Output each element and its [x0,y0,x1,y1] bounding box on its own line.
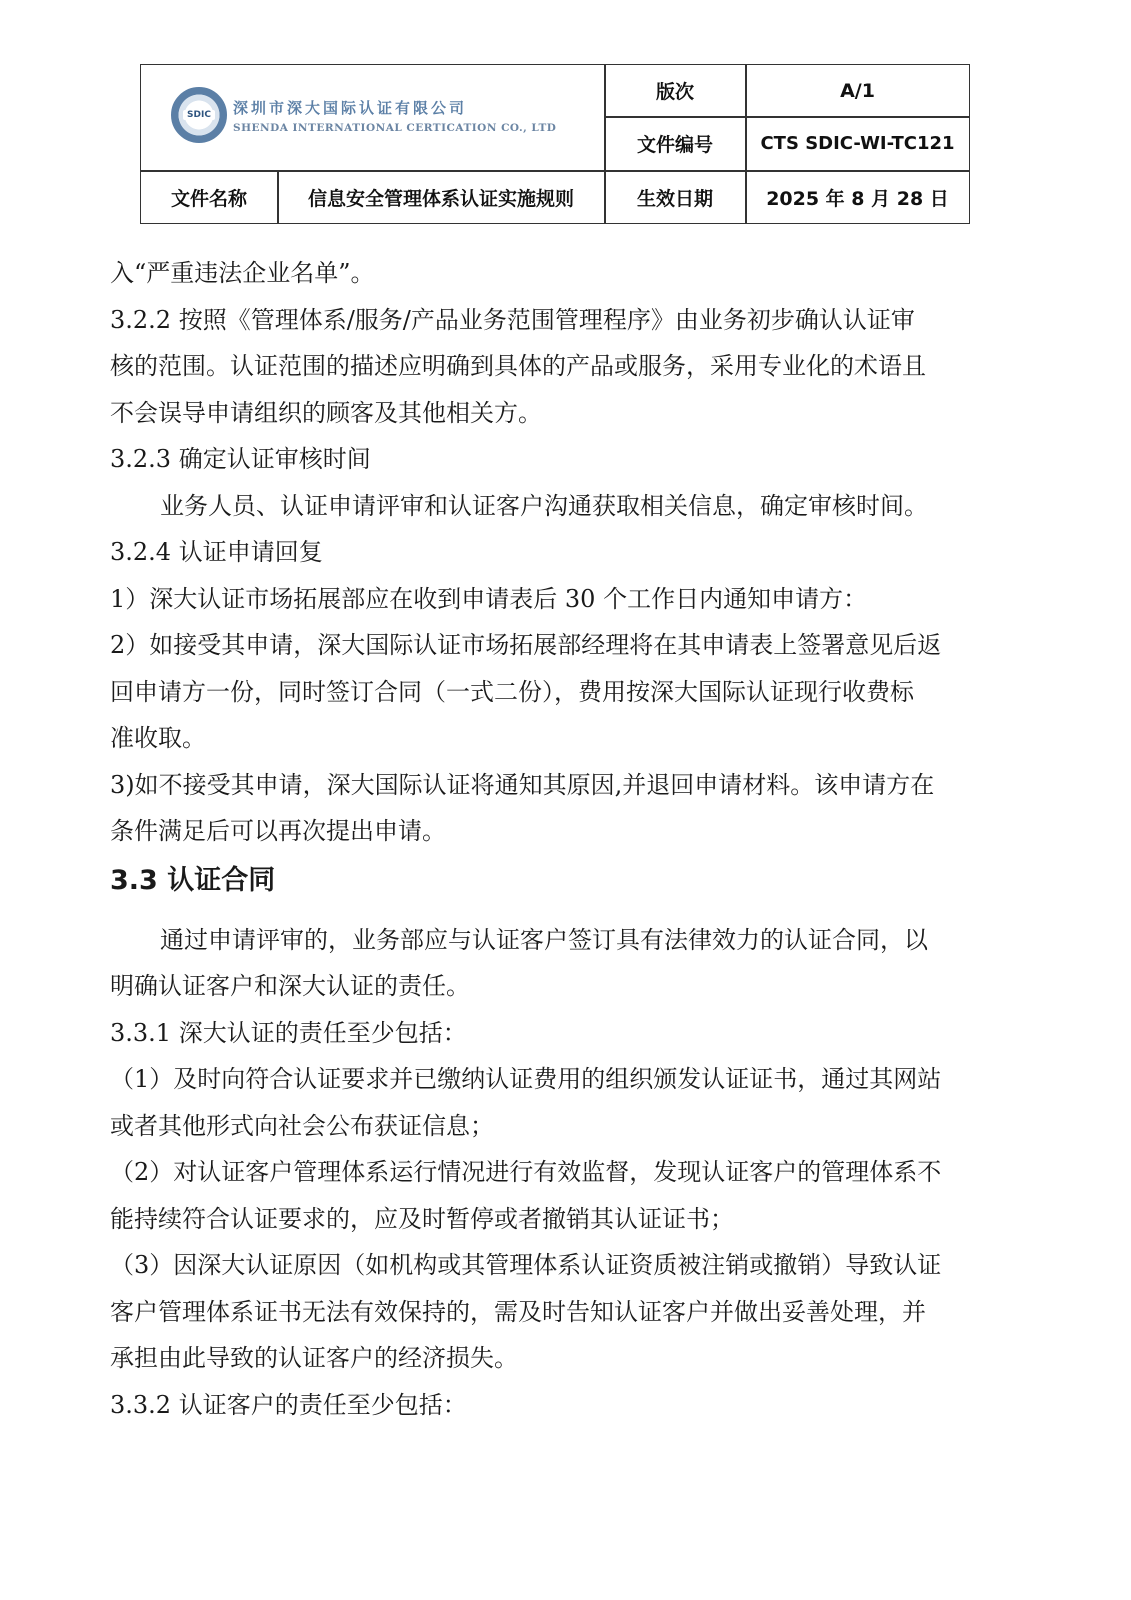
company-name-cn: 深圳市深大国际认证有限公司 [233,98,468,117]
company-logo [171,87,556,143]
company-logo-cell [141,65,604,170]
document-header-table [140,64,970,224]
document-body [110,250,1010,1428]
doc-name-value: 信息安全管理体系认证实施规则 [307,187,574,210]
paragraph-line: 核的范围。认证范围的描述应明确到具体的产品或服务，采用专业化的术语且 [110,352,926,380]
subsection-heading: 3.2.3 确定认证审核时间 [110,445,371,473]
list-item: 2）如接受其申请，深大国际认证市场拓展部经理将在其申请表上签署意见后返 [110,631,942,659]
paragraph-line: 能持续符合认证要求的，应及时暂停或者撤销其认证证书； [110,1204,734,1233]
paragraph-line: 3.2.2 按照《管理体系/服务/产品业务范围管理程序》由业务初步确认认证审 [110,305,915,334]
paragraph-line: 承担由此导致的认证客户的经济损失。 [110,1344,518,1372]
section-heading-3-3: 3.3 认证合同 [110,864,276,896]
paragraph-line: 回申请方一份，同时签订合同（一式二份），费用按深大国际认证现行收费标 [110,677,914,706]
paragraph-line: 客户管理体系证书无法有效保持的，需及时告知认证客户并做出妥善处理，并 [110,1297,926,1326]
paragraph-line: 或者其他形式向社会公布获证信息； [110,1111,494,1140]
paragraph-line: 不会误导申请组织的顾客及其他相关方。 [110,398,542,427]
paragraph-line: 准收取。 [110,724,206,752]
paragraph-line: 明确认证客户和深大认证的责任。 [110,972,470,1000]
list-item: （3）因深大认证原因（如机构或其管理体系认证资质被注销或撤销）导致认证 [110,1251,942,1279]
logo-abbrev: SDIC [183,110,215,120]
list-item: （1）及时向符合认证要求并已缴纳认证费用的组织颁发认证证书，通过其网站 [110,1065,942,1093]
paragraph-line: 通过申请评审的，业务部应与认证客户签订具有法律效力的认证合同，以 [160,925,928,954]
paragraph-line: 入“严重违法企业名单”。 [110,259,375,287]
paragraph-line: 条件满足后可以再次提出申请。 [110,817,446,845]
list-item: 1）深大认证市场拓展部应在收到申请表后 30 个工作日内通知申请方： [110,584,868,613]
effective-date-label: 生效日期 [636,187,713,210]
list-item: （2）对认证客户管理体系运行情况进行有效监督，发现认证客户的管理体系不 [110,1158,942,1186]
paragraph-line: 业务人员、认证申请评审和认证客户沟通获取相关信息，确定审核时间。 [160,491,928,520]
version-label: 版次 [655,81,694,103]
subsection-heading: 3.3.2 认证客户的责任至少包括： [110,1390,467,1419]
subsection-heading: 3.3.1 深大认证的责任至少包括： [110,1018,467,1047]
list-item: 3)如不接受其申请，深大国际认证将通知其原因,并退回申请材料。该申请方在 [110,770,935,799]
version-value: A/1 [840,79,875,102]
doc-number-label: 文件编号 [636,134,713,156]
doc-name-label: 文件名称 [170,187,247,210]
company-name-en: SHENDA INTERNATIONAL CERTICATION CO., LTD [233,121,557,134]
doc-number-value: CTS SDIC-WI-TC121 [760,133,955,154]
subsection-heading: 3.2.4 认证申请回复 [110,538,323,566]
effective-date-value: 2025 年 8 月 28 日 [766,187,949,210]
company-seal-icon [171,87,227,143]
